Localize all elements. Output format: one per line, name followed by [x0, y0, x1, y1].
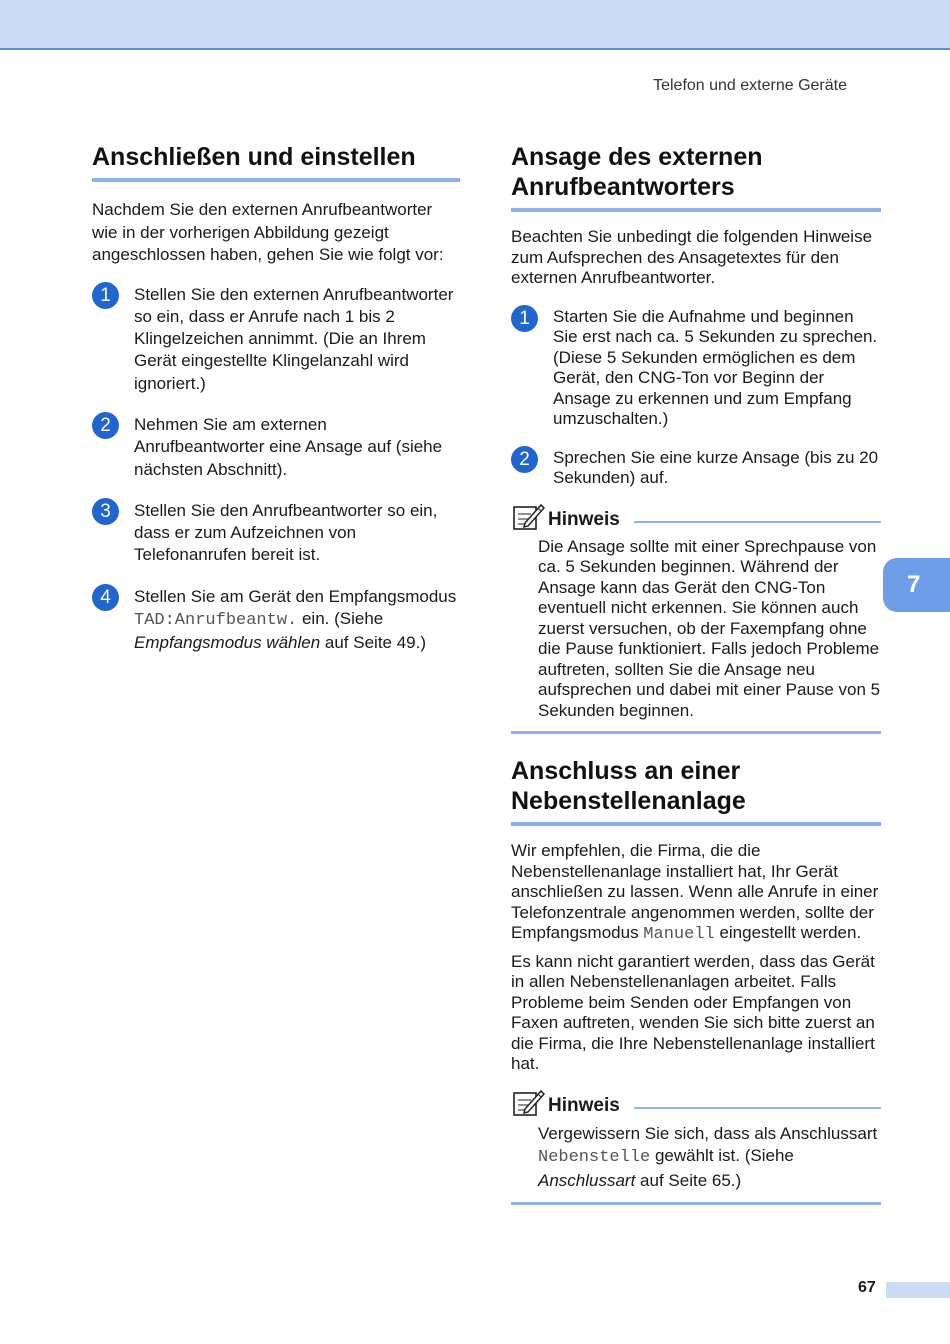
step-number-badge: 3 [92, 498, 119, 525]
note-text-part: Vergewissern Sie sich, dass als Anschlussart [538, 1123, 878, 1143]
step-3 [92, 500, 460, 567]
title-line: Nebenstellenanlage [511, 787, 746, 815]
note-end-rule [511, 1202, 881, 1205]
note-text-part: gewählt ist. (Siehe [650, 1146, 794, 1165]
step-number-badge: 2 [92, 412, 119, 439]
cross-reference: Empfangsmodus wählen [134, 633, 321, 653]
title-line: Anrufbeantworters [511, 173, 735, 201]
top-banner [0, 0, 950, 50]
step-4 [92, 586, 460, 655]
step-2 [92, 414, 460, 481]
note-box [511, 1087, 881, 1206]
section-title-nebenstelle [511, 756, 881, 816]
section-rule [511, 208, 881, 212]
page-number-bar [886, 1282, 950, 1298]
note-text [538, 1123, 881, 1193]
chapter-tab: 7 [883, 558, 950, 612]
running-header: Telefon und externe Geräte [653, 77, 847, 94]
title-line: Anschluss an einer [511, 757, 741, 785]
right-column [511, 142, 881, 1205]
section-title-ansage [511, 142, 881, 202]
note-pencil-icon [511, 501, 545, 531]
section-rule [92, 178, 460, 182]
note-header [511, 501, 881, 531]
note-header-rule [634, 521, 881, 523]
note-pencil-icon [511, 1087, 545, 1117]
step-text-part: Stellen Sie am Gerät den Empfangsmodus [134, 586, 457, 606]
paragraph: Es kann nicht garantiert werden, dass das Gerät in allen Nebenstellenanlagen arbeitet. Falls Probleme beim Senden oder Empfangen von Faxen auftreten, wenden Sie sich bitte zuerst an die Firma, die Ihre Nebenstellenanlage installiert hat. [511, 951, 875, 1073]
note-box [511, 501, 881, 735]
step-number-badge: 1 [92, 282, 119, 309]
intro-paragraph: Beachten Sie unbedingt die folgenden Hinweise zum Aufsprechen des Ansagetextes für den externen Anrufbeantworter. [511, 227, 873, 287]
step-number-badge: 2 [511, 446, 538, 473]
note-header-rule [634, 1107, 881, 1109]
section-title-anschliessen: Anschließen und einstellen [92, 143, 416, 171]
paragraph-part: eingestellt werden. [714, 923, 862, 942]
note-text-part: auf Seite 65.) [635, 1170, 742, 1190]
paragraph [511, 841, 881, 946]
step-2 [511, 448, 881, 489]
note-header [511, 1087, 881, 1117]
section-rule [511, 822, 881, 826]
step-number-badge: 4 [92, 584, 119, 611]
note-end-rule [511, 731, 881, 734]
note-title: Hinweis [548, 1094, 620, 1116]
step-text [134, 586, 460, 655]
page-number: 67 [858, 1279, 876, 1296]
step-1 [92, 284, 460, 395]
note-title: Hinweis [548, 508, 620, 530]
step-text: Nehmen Sie am externen Anrufbeantworter eine Ansage auf (siehe nächsten Abschnitt). [134, 414, 443, 479]
step-1 [511, 307, 881, 430]
note-text: Die Ansage sollte mit einer Sprechpause von ca. 5 Sekunden beginnen. Während der Ansage kann das Gerät den CNG-Ton eventuell nicht erkennen. Sie können auch zuerst versuchen, ob der Faxempfang ohne die Pause funktioniert. Falls jedoch Probleme auftreten, sollten Sie die Ansage neu aufsprechen und dabei mit einer Pause von 5 Sekunden beginnen. [538, 536, 881, 720]
mode-code: Manuell [643, 925, 715, 944]
step-text-part: ein. (Siehe [297, 609, 384, 629]
mode-code: TAD:Anrufbeantw. [134, 611, 298, 631]
paragraph-part: Wir empfehlen, die Firma, die die Nebenstellenanlage installiert hat, Ihr Gerät anschließen zu lassen. Wenn alle Anrufe in einer Telefonzentrale angenommen werden, sollte der Empfangsmodus [511, 841, 879, 942]
mode-code: Nebenstelle [538, 1148, 651, 1167]
intro-paragraph: Nachdem Sie den externen Anrufbeantworter wie in der vorherigen Abbildung gezeigt angeschlossen haben, gehen Sie wie folgt vor: [92, 200, 444, 264]
left-column [92, 142, 460, 655]
step-text: Stellen Sie den externen Anrufbeantworter so ein, dass er Anrufe nach 1 bis 2 Klingelzeichen annimmt. (Die an Ihrem Gerät eingestellte Klingelanzahl wird ignoriert.) [134, 284, 454, 393]
step-text: Sprechen Sie eine kurze Ansage (bis zu 20 Sekunden) auf. [553, 447, 879, 487]
step-number-badge: 1 [511, 305, 538, 332]
title-line: Ansage des externen [511, 143, 763, 171]
step-text: Stellen Sie den Anrufbeantworter so ein, dass er zum Aufzeichnen von Telefonanrufen bereit ist. [134, 500, 438, 565]
step-text-part: auf Seite 49.) [320, 633, 427, 653]
cross-reference: Anschlussart [538, 1170, 636, 1190]
step-text: Starten Sie die Aufnahme und beginnen Sie erst nach ca. 5 Sekunden zu sprechen. (Diese 5 Sekunden ermöglichen es dem Gerät, den CNG-Ton vor Beginn der Ansage zu erkennen und zum Empfang umzuschalten.) [553, 306, 878, 428]
